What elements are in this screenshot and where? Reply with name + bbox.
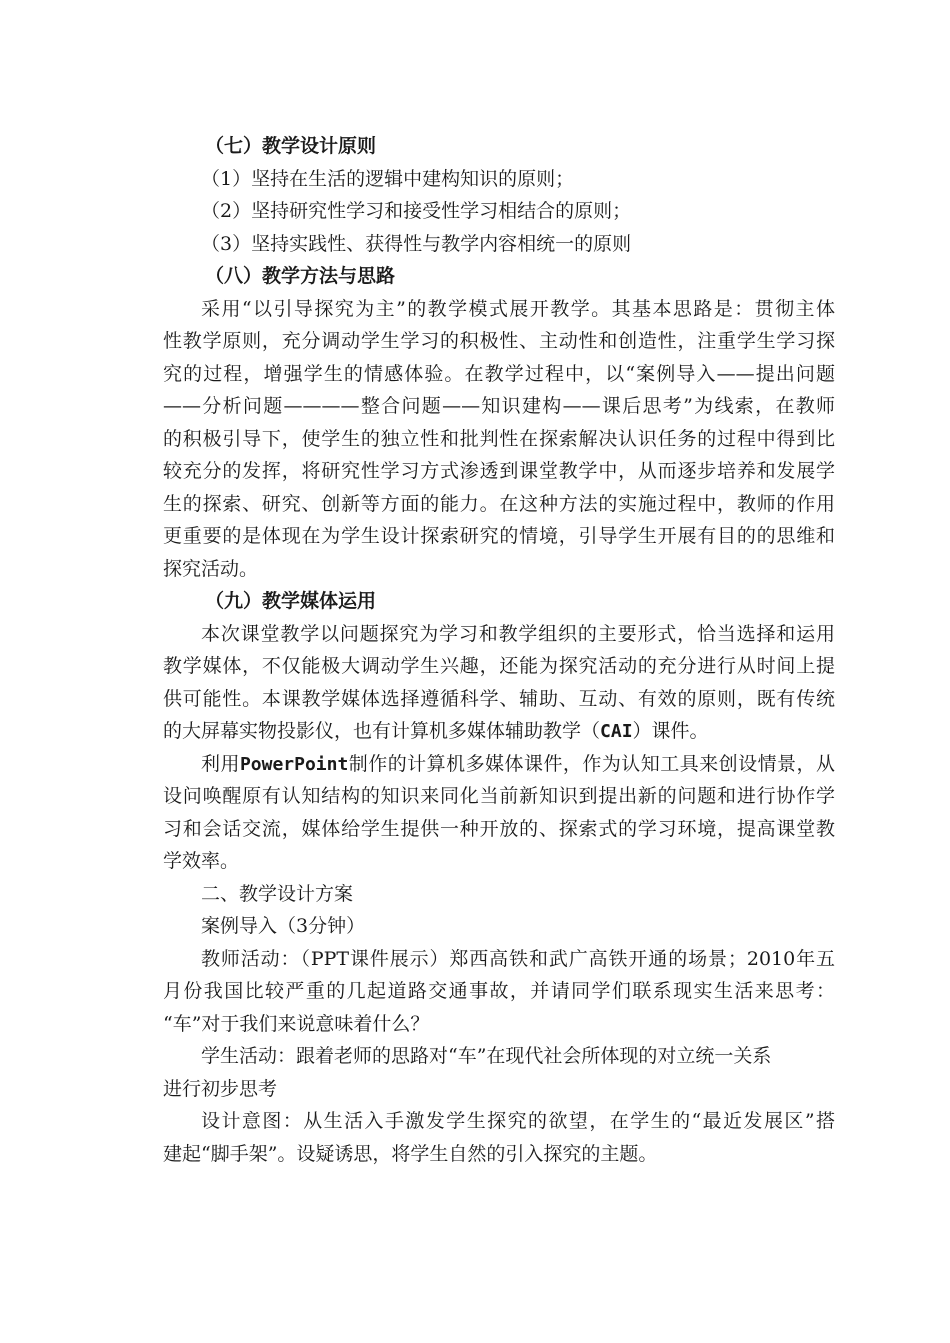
paragraph-line: 学生活动：跟着老师的思路对“车”在现代社会所体现的对立统一关系 — [201, 1045, 772, 1067]
paragraph-line: 建起“脚手架”。设疑诱思，将学生自然的引入探究的主题。 — [163, 1142, 658, 1165]
media-paragraph-one — [163, 618, 835, 748]
part-two-heading: 二、教学设计方案 — [201, 882, 354, 905]
paragraph-line: 供可能性。本课教学媒体选择遵循科学、辅助、互动、有效的原则，既有传统 — [163, 687, 835, 710]
paragraph-line: 教师活动：（PPT课件展示）郑西高铁和武广高铁开通的场景；2010年五 — [201, 947, 835, 970]
paragraph-line: 更重要的是体现在为学生设计探索研究的情境，引导学生开展有目的的思维和 — [163, 525, 835, 547]
paragraph-line: 的积极引导下，使学生的独立性和批判性在探索解决认识任务的过程中得到比 — [163, 427, 835, 450]
paragraph-line: 本次课堂教学以问题探究为学习和教学组织的主要形式，恰当选择和运用 — [201, 622, 835, 645]
document-page — [163, 130, 835, 1170]
paragraph-line: 究的过程，增强学生的情感体验。在教学过程中，以“案例导入——提出问题 — [163, 362, 835, 385]
principle-item: （1）坚持在生活的逻辑中建构知识的原则； — [201, 167, 575, 190]
paragraph-line — [163, 748, 835, 781]
paragraph-line: “车”对于我们来说意味着什么？ — [163, 1012, 430, 1035]
case-intro-label: 案例导入（3分钟） — [201, 915, 366, 937]
principle-item: （3）坚持实践性、获得性与教学内容相统一的原则 — [201, 232, 632, 255]
paragraph-line — [163, 715, 835, 748]
paragraph-line: 性教学原则，充分调动学生学习的积极性、主动性和创造性，注重学生学习探 — [163, 330, 835, 352]
principle-item: （2）坚持研究性学习和接受性学习相结合的原则； — [201, 200, 632, 222]
design-intent — [163, 1105, 835, 1170]
text-run: 的大屏幕实物投影仪，也有计算机多媒体辅助教学（ — [163, 720, 601, 742]
paragraph-line: ——分析问题————整合问题——知识建构——课后思考”为线索，在教师 — [163, 395, 835, 417]
paragraph-line: 设问唤醒原有认知结构的知识来同化当前新知识到提出新的问题和进行协作学 — [163, 785, 835, 807]
paragraph-line: 生的探索、研究、创新等方面的能力。在这种方法的实施过程中，教师的作用 — [163, 492, 835, 515]
paragraph-line: 教学媒体，不仅能极大调动学生兴趣，还能为探究活动的充分进行从时间上提 — [163, 655, 835, 677]
media-paragraph-two — [163, 748, 835, 878]
paragraph-line: 较充分的发挥，将研究性学习方式渗透到课堂教学中，从而逐步培养和发展学 — [163, 460, 835, 482]
paragraph-line: 探究活动。 — [163, 557, 259, 580]
text-run: 制作的计算机多媒体课件，作为认知工具来创设情景，从 — [348, 752, 835, 775]
paragraph-line: 月份我国比较严重的几起道路交通事故，并请同学们联系现实生活来思考： — [163, 980, 835, 1002]
student-activity — [163, 1040, 835, 1105]
section-heading-nine: （九）教学媒体运用 — [205, 590, 377, 612]
powerpoint-term: PowerPoint — [239, 753, 349, 775]
paragraph-line: 进行初步思考 — [163, 1077, 278, 1100]
paragraph-line: 采用“以引导探究为主”的教学模式展开教学。其基本思路是：贯彻主体 — [201, 297, 835, 320]
teaching-method-paragraph — [163, 293, 835, 586]
paragraph-line: 学效率。 — [163, 850, 240, 872]
section-heading-seven: （七）教学设计原则 — [205, 135, 377, 157]
section-heading-eight: （八）教学方法与思路 — [205, 265, 396, 287]
teacher-activity — [163, 943, 835, 1041]
paragraph-line: 设计意图：从生活入手激发学生探究的欲望，在学生的“最近发展区”搭 — [201, 1110, 835, 1132]
cai-term: CAI — [600, 721, 633, 742]
paragraph-line: 习和会话交流，媒体给学生提供一种开放的、探索式的学习环境，提高课堂教 — [163, 817, 835, 840]
text-run: 利用 — [201, 752, 240, 775]
text-run: ）课件。 — [632, 720, 709, 742]
